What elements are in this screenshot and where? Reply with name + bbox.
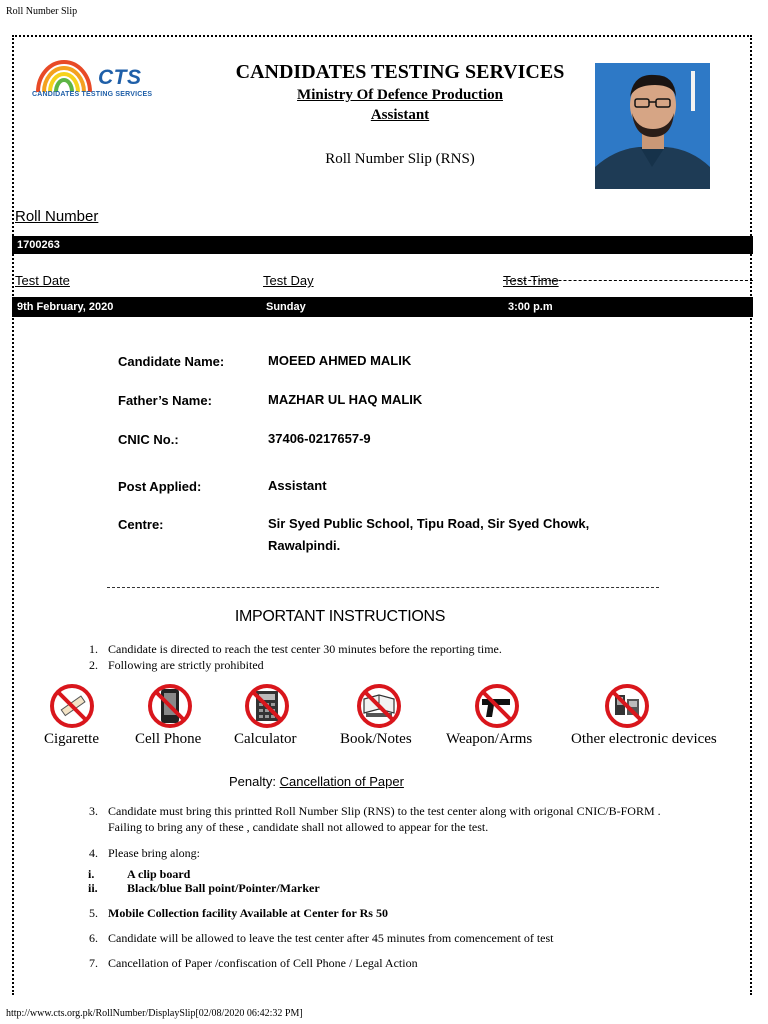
instruction-5-text: Mobile Collection facility Available at Center for Rs 50 <box>108 906 388 920</box>
test-time-dash-line <box>503 280 753 281</box>
father-name-label: Father’s Name: <box>118 393 212 408</box>
logo-text: CTS <box>98 66 142 89</box>
organization-title: CANDIDATES TESTING SERVICES <box>235 61 565 83</box>
father-name-value: MAZHAR UL HAQ MALIK <box>268 392 423 407</box>
test-day-value: Sunday <box>266 301 306 313</box>
penalty-line <box>229 774 404 789</box>
cnic-value: 37406-0217657-9 <box>268 431 371 446</box>
prohibited-electronics-label: Other electronic devices <box>571 731 717 747</box>
instruction-7-text: Cancellation of Paper /confiscation of Cell Phone / Legal Action <box>108 956 418 970</box>
test-time-value: 3:00 p.m <box>508 301 553 313</box>
candidate-portrait-icon <box>595 63 710 189</box>
penalty-value: Cancellation of Paper <box>279 774 404 789</box>
test-date-value: 9th February, 2020 <box>17 301 114 313</box>
candidate-name-label: Candidate Name: <box>118 354 225 369</box>
instruction-2-text: Following are strictly prohibited <box>108 658 264 672</box>
instruction-3-line-2: Failing to bring any of these , candidate shall not allowed to appear for the test. <box>108 820 489 834</box>
no-calculator-icon <box>244 683 290 729</box>
candidate-photo <box>595 63 710 189</box>
browser-page-title: Roll Number Slip <box>6 6 78 17</box>
instruction-1-text: Candidate is directed to reach the test center 30 minutes before the reporting time. <box>108 642 502 656</box>
prohibited-calculator-label: Calculator <box>234 731 297 747</box>
test-time-label: Test Time <box>503 273 559 288</box>
penalty-label: Penalty: <box>229 774 276 789</box>
footer-url: http://www.cts.org.pk/RollNumber/DisplaySlip[02/08/2020 06:42:32 PM] <box>6 1008 303 1019</box>
instruction-4-text: Please bring along: <box>108 846 200 860</box>
logo-subtitle: CANDIDATES TESTING SERVICES <box>32 91 153 98</box>
roll-number-value: 1700263 <box>17 239 60 251</box>
post-applied-label: Post Applied: <box>118 479 202 494</box>
section-divider <box>107 587 659 588</box>
prohibited-books-label: Book/Notes <box>340 731 412 747</box>
no-electronic-devices-icon <box>604 683 650 729</box>
prohibited-cell-phone-label: Cell Phone <box>135 731 202 747</box>
post-heading: Assistant <box>370 107 430 123</box>
no-cigarette-icon <box>49 683 95 729</box>
instruction-6-text: Candidate will be allowed to leave the test center after 45 minutes from comencement of test <box>108 931 554 945</box>
no-weapon-icon <box>474 683 520 729</box>
test-date-label: Test Date <box>15 273 70 288</box>
centre-value: Sir Syed Public School, Tipu Road, Sir Syed Chowk, Rawalpindi. <box>268 516 590 553</box>
test-schedule-bar <box>12 297 753 317</box>
sub-item-i-text: A clip board <box>127 867 191 881</box>
ministry-name: Ministry Of Defence Production <box>297 87 503 103</box>
sub-item-ii-text: Black/blue Ball point/Pointer/Marker <box>127 881 320 895</box>
candidate-name-value: MOEED AHMED MALIK <box>268 353 412 368</box>
no-cell-phone-icon <box>147 683 193 729</box>
instructions-title: IMPORTANT INSTRUCTIONS <box>234 608 446 625</box>
prohibited-weapon-label: Weapon/Arms <box>446 731 533 747</box>
post-applied-value: Assistant <box>268 478 327 493</box>
roll-number-label: Roll Number <box>15 208 99 225</box>
slip-title: Roll Number Slip (RNS) <box>325 151 475 167</box>
prohibited-cigarette-label: Cigarette <box>44 731 99 747</box>
cnic-label: CNIC No.: <box>118 432 179 447</box>
instruction-3-line-1: Candidate must bring this printted Roll Number Slip (RNS) to the test center along with origonal CNIC/B-FORM . <box>108 804 661 818</box>
centre-label: Centre: <box>118 517 164 532</box>
test-day-label: Test Day <box>263 273 314 288</box>
roll-number-bar <box>12 236 753 254</box>
no-books-icon <box>356 683 402 729</box>
